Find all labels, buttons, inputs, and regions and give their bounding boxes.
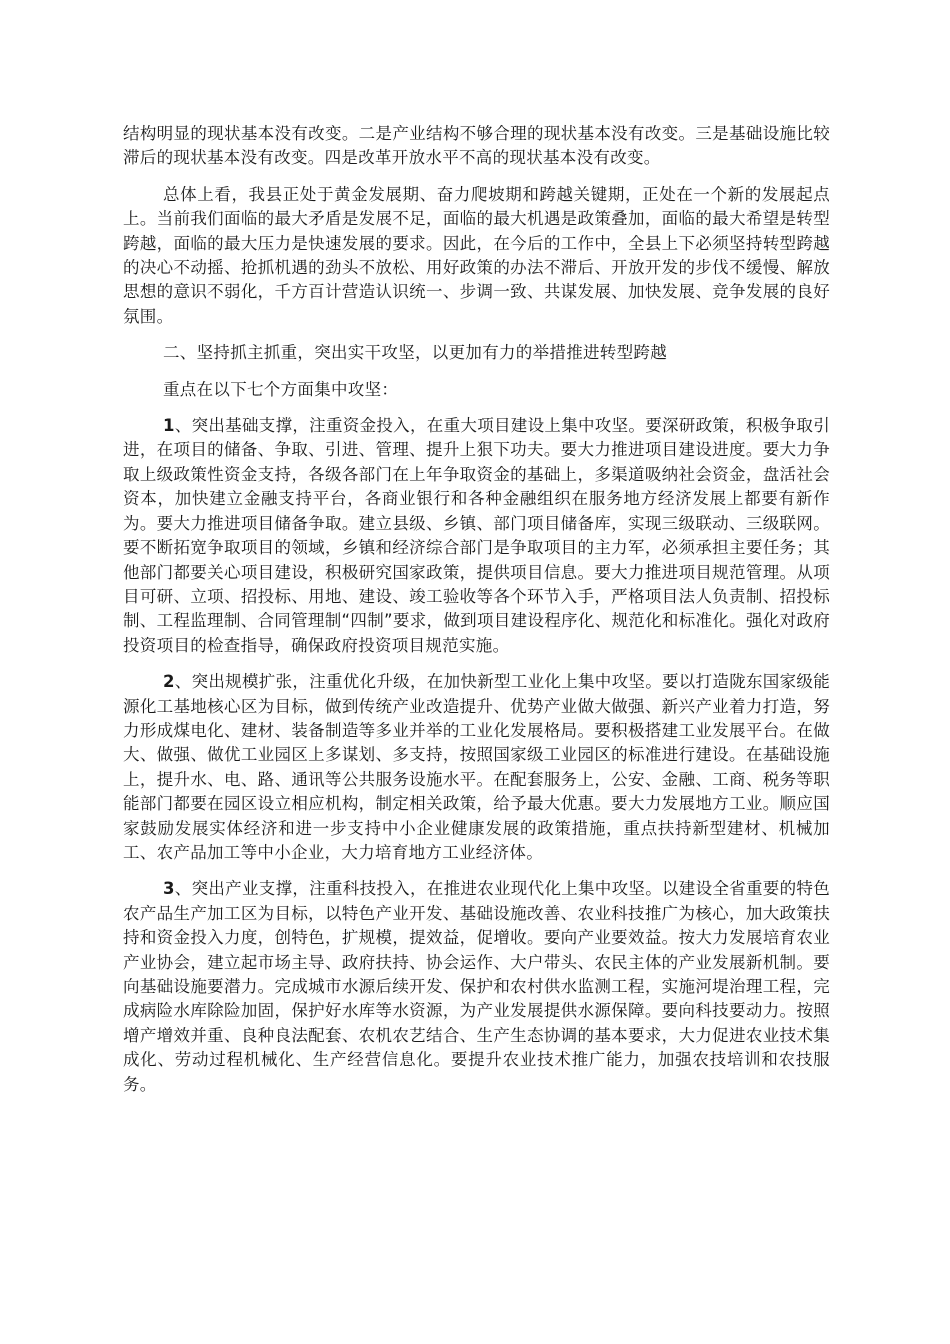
paragraph-item-3 — [123, 877, 830, 1097]
section-heading: 二、坚持抓主抓重，突出实干攻坚，以更加有力的举措推进转型跨越 — [163, 343, 667, 363]
paragraph-1: 结构明显的现状基本没有改变。二是产业结构不够合理的现状基本没有改变。三是基础设施比较滞后的现状基本没有改变。四是改革开放水平不高的现状基本没有改变。 — [123, 124, 830, 168]
item-number: 2 — [163, 672, 175, 692]
item-number: 3 — [163, 879, 175, 899]
item-number: 1 — [163, 416, 175, 436]
item-text: 、突出规模扩张，注重优化升级，在加快新型工业化上集中攻坚。要以打造陇东国家级能源化工基地核心区为目标，做到传统产业改造提升、优势产业做大做强、新兴产业着力打造，努力形成煤电化、建材、装备制造等多业并举的工业化发展格局。要积极搭建工业发展平台。在做大、做强、做优工业园区上多谋划、多支持，按照国家级工业园区的标准进行建设。在基础设施上，提升水、电、路、通讯等公共服务设施水平。在配套服务上，公安、金融、工商、税务等职能部门都要在园区设立相应机构，制定相关政策，给予最大优惠。要大力发展地方工业。顺应国家鼓励发展实体经济和进一步支持中小企业健康发展的政策措施，重点扶持新型建材、机械加工、农产品加工等中小企业，大力培育地方工业经济体。 — [123, 672, 830, 862]
document-body — [123, 122, 830, 1109]
item-text: 、突出产业支撑，注重科技投入，在推进农业现代化上集中攻坚。以建设全省重要的特色农产品生产加工区为目标，以特色产业开发、基础设施改善、农业科技推广为核心，加大政策扶持和资金投入力度，创特色，扩规模，提效益，促增收。要向产业要效益。按大力发展培育农业产业协会，建立起市场主导、政府扶持、协会运作、大户带头、农民主体的产业发展新机制。要向基础设施要潜力。完成城市水源后续开发、保护和农村供水监测工程，实施河堤治理工程，完成病险水库除险加固，保护好水库等水资源，为产业发展提供水源保障。要向科技要动力。按照增产增效并重、良种良法配套、农机农艺结合、生产生态协调的基本要求，大力促进农业技术集成化、劳动过程机械化、生产经营信息化。要提升农业技术推广能力，加强农技培训和农技服务。 — [123, 879, 830, 1094]
paragraph-intro: 重点在以下七个方面集中攻坚： — [163, 379, 399, 399]
item-text: 、突出基础支撑，注重资金投入，在重大项目建设上集中攻坚。要深研政策，积极争取引进，在项目的储备、争取、引进、管理、提升上狠下功夫。要大力推进项目建设进度。要大力争取上级政策性资金支持，各级各部门在上年争取资金的基础上，多渠道吸纳社会资金，盘活社会资本，加快建立金融支持平台，各商业银行和各种金融组织在服务地方经济发展上都要有新作为。要大力推进项目储备争取。建立县级、乡镇、部门项目储备库，实现三级联动、三级联网。要不断拓宽争取项目的领域，乡镇和经济综合部门是争取项目的主力军，必须承担主要任务；其他部门都要关心项目建设，积极研究国家政策，提供项目信息。要大力推进项目规范管理。从项目可研、立项、招投标、用地、建设、竣工验收等各个环节入手，严格项目法人负责制、招投标制、工程监理制、合同管理制“四制”要求，做到项目建设程序化、规范化和标准化。强化对政府投资项目的检查指导，确保政府投资项目规范实施。 — [123, 416, 830, 655]
paragraph-item-1 — [123, 414, 830, 658]
paragraph-item-2 — [123, 670, 830, 865]
paragraph-2: 总体上看，我县正处于黄金发展期、奋力爬坡期和跨越关键期，正处在一个新的发展起点上。当前我们面临的最大矛盾是发展不足，面临的最大机遇是政策叠加，面临的最大希望是转型跨越，面临的最大压力是快速发展的要求。因此，在今后的工作中，全县上下必须坚持转型跨越的决心不动摇、抢抓机遇的劲头不放松、用好政策的办法不滞后、开放开发的步伐不缓慢、解放思想的意识不弱化，千方百计营造认识统一、步调一致、共谋发展、加快发展、竞争发展的良好氛围。 — [123, 184, 830, 326]
